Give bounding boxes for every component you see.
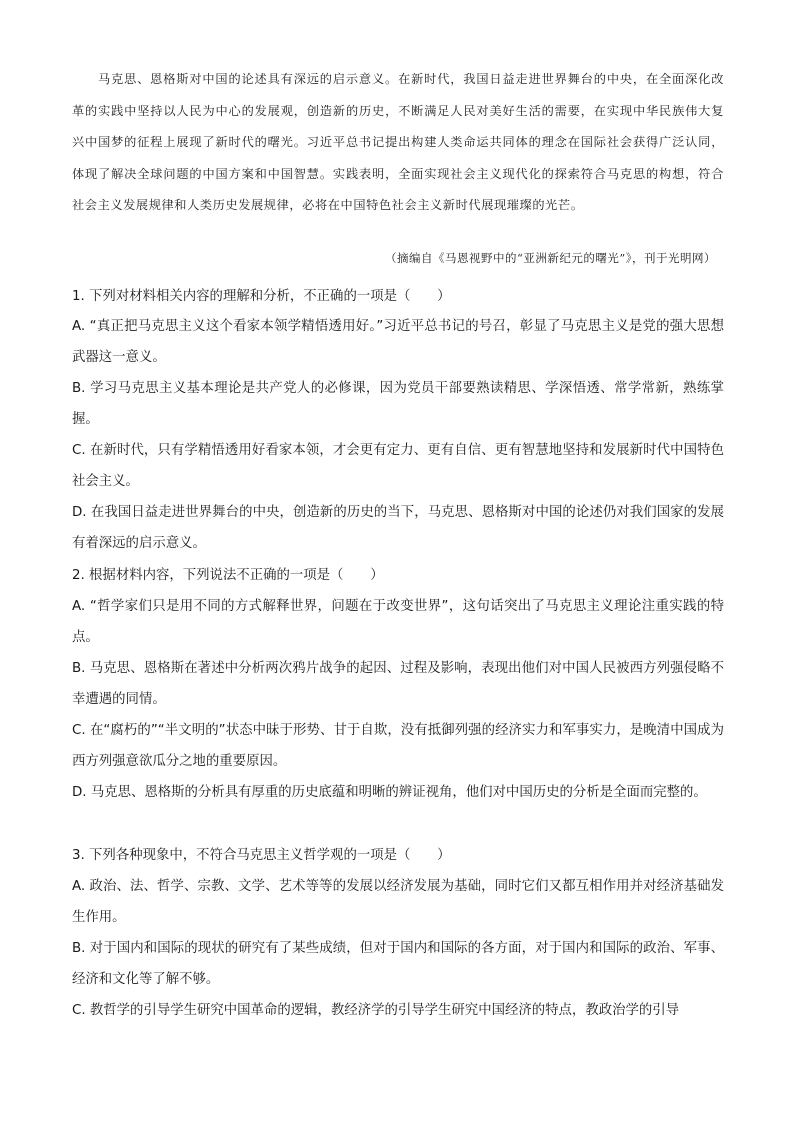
passage-paragraph: 马克思、恩格斯对中国的论述具有深远的启示意义。在新时代，我国日益走进世界舞台的中央，在全面深化改革的实践中坚持以人民为中心的发展观，创造新的历史，不断满足人民对美好生活的需要，在实现中华民族伟大复兴中国梦的征程上展现了新时代的曙光。习近平总书记提出构建人类命运共同体的理念在国际社会获得广泛认同，体现了解决全球问题的中国方案和中国智慧。实践表明，全面实现社会主义现代化的探索符合马克思的构想，符合社会主义发展规律和人类历史发展规律，必将在中国特色社会主义新时代展现璀璨的光芒。 (72, 72, 724, 213)
question-1-option-b: B. 学习马克思主义基本理论是共产党人的必修课，因为党员干部要熟读精思、学深悟透、常学常新，熟练掌握。 (72, 381, 724, 427)
question-3-option-a: A. 政治、法、哲学、宗教、文学、艺术等等的发展以经济发展为基础，同时它们又都互相作用并对经济基础发生作用。 (72, 879, 724, 925)
question-1-option-d: D. 在我国日益走进世界舞台的中央，创造新的历史的当下，马克思、恩格斯对中国的论述仍对我们国家的发展有着深远的启示意义。 (72, 505, 724, 551)
question-1-option-a: A. “真正把马克思主义这个看家本领学精悟透用好。”习近平总书记的号召，彰显了马克思主义是党的强大思想武器这一意义。 (72, 319, 724, 365)
question-2-stem: 2. 根据材料内容，下列说法不正确的一项是（ ） (72, 568, 384, 583)
question-1-option-c: C. 在新时代，只有学精悟透用好看家本领，才会更有定力、更有自信、更有智慧地坚持和发展新时代中国特色社会主义。 (72, 443, 724, 489)
question-2-option-c: C. 在“腐朽的”“半文明的”状态中昧于形势、甘于自欺，没有抵御列强的经济实力和军事实力，是晚清中国成为西方列强意欲瓜分之地的重要原因。 (72, 723, 724, 769)
question-2-option-d: D. 马克思、恩格斯的分析具有厚重的历史底蕴和明晰的辨证视角，他们对中国历史的分析是全面而完整的。 (72, 785, 707, 800)
question-2-option-a: A. “哲学家们只是用不同的方式解释世界，问题在于改变世界”，这句话突出了马克思主义理论注重实践的特点。 (72, 599, 724, 645)
question-3-stem: 3. 下列各种现象中，不符合马克思主义哲学观的一项是（ ） (72, 848, 451, 863)
passage-source: （摘编自《马恩视野中的“亚洲新纪元的曙光”》，刊于光明网） (384, 251, 716, 265)
question-2-option-b: B. 马克思、恩格斯在著述中分析两次鸦片战争的起因、过程及影响，表现出他们对中国人民被西方列强侵略不幸遭遇的同情。 (72, 661, 724, 707)
question-1-stem: 1. 下列对材料相关内容的理解和分析，不正确的一项是（ ） (72, 289, 451, 304)
question-3-option-b: B. 对于国内和国际的现状的研究有了某些成绩，但对于国内和国际的各方面，对于国内和国际的政治、军事、经济和文化等了解不够。 (72, 941, 724, 987)
question-3-option-c: C. 教哲学的引导学生研究中国革命的逻辑，教经济学的引导学生研究中国经济的特点，教政治学的引导 (72, 1003, 680, 1018)
